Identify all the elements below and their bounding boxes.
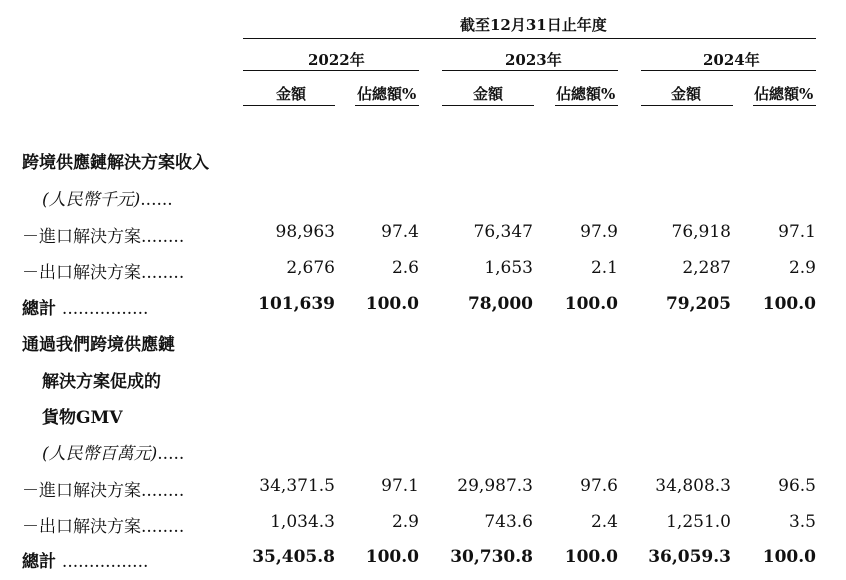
section1-unit-text: (人民幣千元) bbox=[42, 190, 141, 210]
row-dots: ........ bbox=[141, 481, 185, 501]
year-rule-2024 bbox=[641, 70, 816, 71]
col-amount-2022: 金額 bbox=[276, 85, 307, 103]
cell: 97.4 bbox=[381, 222, 419, 242]
cell: 29,987.3 bbox=[457, 476, 533, 496]
cell: 97.1 bbox=[778, 222, 816, 242]
cell: 3.5 bbox=[788, 512, 816, 532]
cell: 97.1 bbox=[381, 476, 419, 496]
section1-title: 跨境供應鏈解決方案收入 bbox=[22, 153, 209, 173]
section2-unit-dots: ..... bbox=[157, 444, 185, 464]
cell: 76,347 bbox=[473, 222, 533, 242]
section1-unit-dots: ...... bbox=[140, 190, 173, 210]
total-cell: 100.0 bbox=[365, 294, 419, 314]
period-title: 截至12月31日止年度 bbox=[460, 16, 607, 34]
col-rule-pct-2023 bbox=[555, 105, 618, 106]
cell: 2.6 bbox=[391, 258, 419, 278]
col-pct-2024: 佔總額% bbox=[754, 85, 814, 103]
row-dots: ........ bbox=[141, 517, 185, 537]
total-label: 總計 bbox=[22, 299, 56, 319]
cell: 2.1 bbox=[590, 258, 618, 278]
row-label: －進口解決方案 bbox=[22, 481, 141, 501]
section1-unit bbox=[42, 185, 173, 210]
section2-title-line3: 貨物GMV bbox=[42, 408, 123, 428]
year-rule-2023 bbox=[442, 70, 618, 71]
total-cell: 100.0 bbox=[564, 294, 618, 314]
cell: 1,251.0 bbox=[666, 512, 731, 532]
col-rule-pct-2024 bbox=[753, 105, 816, 106]
row-label: －出口解決方案 bbox=[22, 517, 141, 537]
year-2024: 2024年 bbox=[703, 51, 760, 69]
col-rule-amount-2024 bbox=[641, 105, 733, 106]
cell: 34,808.3 bbox=[655, 476, 731, 496]
col-pct-2023: 佔總額% bbox=[556, 85, 616, 103]
total-cell: 100.0 bbox=[762, 547, 816, 567]
total-dots: ................ bbox=[61, 552, 149, 572]
cell: 2.9 bbox=[391, 512, 419, 532]
cell: 34,371.5 bbox=[259, 476, 335, 496]
cell: 743.6 bbox=[484, 512, 533, 532]
row-label: －進口解決方案 bbox=[22, 227, 141, 247]
cell: 2.4 bbox=[590, 512, 618, 532]
cell: 76,918 bbox=[671, 222, 731, 242]
col-amount-2023: 金額 bbox=[473, 85, 504, 103]
cell: 96.5 bbox=[778, 476, 816, 496]
year-2022: 2022年 bbox=[308, 51, 365, 69]
section1-row-export bbox=[22, 258, 184, 283]
header-rule-top bbox=[243, 38, 816, 39]
section2-unit bbox=[42, 439, 184, 464]
section2-unit-text: (人民幣百萬元) bbox=[42, 444, 158, 464]
row-label: －出口解決方案 bbox=[22, 263, 141, 283]
section2-row-export bbox=[22, 512, 184, 537]
total-cell: 36,059.3 bbox=[648, 547, 731, 567]
section1-row-import bbox=[22, 222, 184, 247]
cell: 1,034.3 bbox=[270, 512, 335, 532]
section2-row-import bbox=[22, 476, 184, 501]
total-label: 總計 bbox=[22, 552, 56, 572]
cell: 1,653 bbox=[484, 258, 533, 278]
section1-total bbox=[22, 294, 148, 319]
total-cell: 100.0 bbox=[365, 547, 419, 567]
total-cell: 101,639 bbox=[258, 294, 335, 314]
total-cell: 35,405.8 bbox=[252, 547, 335, 567]
cell: 2,676 bbox=[286, 258, 335, 278]
section2-title-line2: 解決方案促成的 bbox=[42, 372, 161, 392]
total-cell: 100.0 bbox=[564, 547, 618, 567]
section2-total bbox=[22, 547, 148, 572]
col-amount-2024: 金額 bbox=[671, 85, 702, 103]
year-2023: 2023年 bbox=[505, 51, 562, 69]
total-dots: ................ bbox=[61, 299, 149, 319]
row-dots: ........ bbox=[141, 263, 185, 283]
col-rule-amount-2022 bbox=[243, 105, 335, 106]
cell: 98,963 bbox=[275, 222, 335, 242]
cell: 2,287 bbox=[682, 258, 731, 278]
year-rule-2022 bbox=[243, 70, 419, 71]
total-cell: 79,205 bbox=[665, 294, 731, 314]
row-dots: ........ bbox=[141, 227, 185, 247]
total-cell: 100.0 bbox=[762, 294, 816, 314]
cell: 97.9 bbox=[580, 222, 618, 242]
col-rule-amount-2023 bbox=[442, 105, 534, 106]
cell: 97.6 bbox=[580, 476, 618, 496]
total-cell: 30,730.8 bbox=[450, 547, 533, 567]
col-rule-pct-2022 bbox=[355, 105, 419, 106]
col-pct-2022: 佔總額% bbox=[357, 85, 417, 103]
section2-title-line1: 通過我們跨境供應鏈 bbox=[22, 335, 175, 355]
total-cell: 78,000 bbox=[467, 294, 533, 314]
cell: 2.9 bbox=[788, 258, 816, 278]
